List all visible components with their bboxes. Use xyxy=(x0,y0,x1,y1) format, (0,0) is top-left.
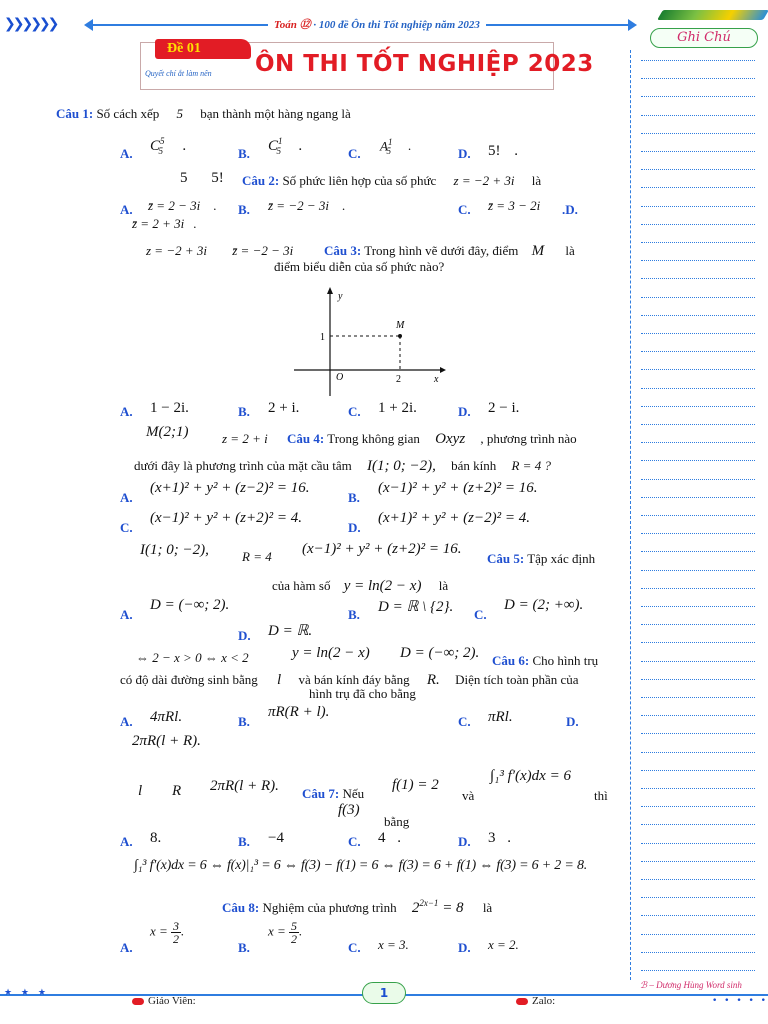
pill-icon xyxy=(516,998,528,1005)
q5-sol-ineq: ⇔ 2 − x > 0 ⇔ x < 2 xyxy=(136,650,249,665)
note-line xyxy=(641,970,755,971)
q8-option-d[interactable] xyxy=(458,940,471,956)
q2-option-a[interactable] xyxy=(120,202,133,218)
question-3 xyxy=(324,243,575,260)
q3-b-label: B. xyxy=(238,404,250,419)
q4-R: R = 4 ? xyxy=(511,458,551,473)
note-line xyxy=(641,843,755,844)
q4-center: I(1; 0; −2), xyxy=(366,458,436,474)
q5-sol-domain: D = (−∞; 2). xyxy=(400,645,480,661)
q4-bankinh: bán kính xyxy=(451,458,497,473)
question-1 xyxy=(56,106,351,122)
q4-label: Câu 4: xyxy=(287,431,325,446)
q4-d-label: D. xyxy=(348,520,361,535)
page-number: 1 xyxy=(362,982,406,1004)
q3-la: là xyxy=(565,243,575,258)
q2-b-value: z̄ = −2 − 3i . xyxy=(268,198,346,213)
note-line xyxy=(641,479,755,480)
note-line xyxy=(641,934,755,935)
q6-d-value: 2πR(l + R). xyxy=(132,733,201,749)
slogan: Quyết chí ắt làm nên xyxy=(145,69,212,78)
q1-text2: bạn thành một hàng ngang là xyxy=(200,106,351,121)
q1-label: Câu 1: xyxy=(56,106,94,121)
question-8 xyxy=(222,898,492,917)
q3-text: Trong hình vẽ dưới đây, điểm xyxy=(364,243,519,258)
q7-va: và xyxy=(462,788,475,803)
q1-option-b[interactable] xyxy=(238,146,250,162)
q8-b-den: 2 xyxy=(291,932,298,946)
q3-d-value: 2 − i. xyxy=(488,400,520,416)
q5-line2 xyxy=(272,578,448,595)
question-2 xyxy=(242,173,541,189)
q5-a-value: D = (−∞; 2). xyxy=(150,597,230,613)
note-line xyxy=(641,260,755,261)
q8-b-x: x = xyxy=(268,923,286,939)
q4-c-value: (x−1)² + y² + (z+2)² = 4. xyxy=(150,510,302,526)
q7-option-b[interactable] xyxy=(238,834,250,850)
q7-a-value: 8. xyxy=(150,830,162,846)
q2-option-d[interactable] xyxy=(562,202,578,218)
q2-z: z = −2 + 3i xyxy=(453,173,515,188)
q5-b-value: D = ℝ \ {2}. xyxy=(378,599,454,615)
q8-d-value: x = 2. xyxy=(488,937,519,952)
grade-label: ⑫ xyxy=(299,19,311,31)
note-line xyxy=(641,806,755,807)
q5-d-label: D. xyxy=(238,628,251,643)
q4-option-a[interactable] xyxy=(120,490,133,506)
q2-sol-zbar: z̄ = −2 − 3i xyxy=(232,243,294,258)
q2-a-value: z̄ = 2 − 3i . xyxy=(148,198,217,213)
note-line xyxy=(641,133,755,134)
q7-text: Nếu xyxy=(342,786,365,801)
q1-d-label: D. xyxy=(458,146,471,161)
q7-b-value: −4 xyxy=(268,830,284,846)
q7-c-label: C. xyxy=(348,834,361,849)
note-line xyxy=(641,315,755,316)
q1-n: 5 xyxy=(176,106,184,121)
q7-option-c[interactable] xyxy=(348,834,361,850)
q5-option-a[interactable] xyxy=(120,607,133,623)
note-line xyxy=(641,697,755,698)
q4-sol-eq: (x−1)² + y² + (z+2)² = 16. xyxy=(302,541,462,557)
note-line xyxy=(641,861,755,862)
q4-option-b[interactable] xyxy=(348,490,360,506)
q4-text2: , phương trình nào xyxy=(480,431,577,446)
teacher-label xyxy=(132,995,196,1007)
q6-option-d[interactable] xyxy=(566,714,579,730)
q6-d-label: D. xyxy=(566,714,579,729)
q6-c-value: πRl. xyxy=(488,709,513,725)
q4-text: Trong không gian xyxy=(327,431,420,446)
q2-b-text: z̄ = −2 − 3i xyxy=(268,198,329,213)
dots-icon: • • • • • xyxy=(712,996,768,1006)
q6-option-c[interactable] xyxy=(458,714,471,730)
graph-y-label: y xyxy=(338,291,343,302)
q2-a-label: A. xyxy=(120,202,133,217)
q3-label: Câu 3: xyxy=(324,243,362,258)
q3-option-c[interactable] xyxy=(348,404,361,420)
q5-sol-fn: y = ln(2 − x) xyxy=(292,645,370,661)
q5-fn: y = ln(2 − x) xyxy=(343,578,422,594)
q5-c-label: C. xyxy=(474,607,487,622)
note-line xyxy=(641,351,755,352)
note-line xyxy=(641,661,755,662)
q1-a-value: $C^5_5$ . xyxy=(150,136,187,156)
q1-text: Số cách xếp xyxy=(96,106,160,121)
q1-sol-n: 5 xyxy=(180,170,188,186)
q7-label: Câu 7: xyxy=(302,786,340,801)
q2-d-label: .D. xyxy=(562,202,578,217)
q4-option-c[interactable] xyxy=(120,520,133,536)
q3-b-value: 2 + i. xyxy=(268,400,300,416)
q7-f3: f(3) xyxy=(338,802,360,818)
q2-la: là xyxy=(531,173,542,188)
q8-d-label: D. xyxy=(458,940,471,955)
q7-integral: ∫₁³ f′(x)dx = 6 xyxy=(490,768,571,784)
graph-origin-label: O xyxy=(336,372,344,383)
q5-label: Câu 5: xyxy=(487,551,525,566)
q2-c-label: C. xyxy=(458,202,471,217)
q3-sol-point: M(2;1) xyxy=(146,424,189,440)
note-line xyxy=(641,460,755,461)
note-line xyxy=(641,78,755,79)
q5-option-d[interactable] xyxy=(238,628,251,644)
note-line xyxy=(641,588,755,589)
q8-base: 2 xyxy=(411,900,420,916)
q7-thi: thì xyxy=(594,788,608,803)
q6-label: Câu 6: xyxy=(492,653,530,668)
q2-solution xyxy=(146,243,293,259)
q6-line3: hình trụ đã cho bằng xyxy=(309,686,416,701)
exam-tag: Đề 01 xyxy=(155,39,251,59)
note-line xyxy=(641,515,755,516)
q5-d-value: D = ℝ. xyxy=(268,623,313,639)
note-line xyxy=(641,733,755,734)
q5-la: là xyxy=(438,578,449,593)
q6-sol-ans: 2πR(l + R). xyxy=(210,778,279,794)
q8-c-value: x = 3. xyxy=(378,937,409,952)
q1-option-a[interactable] xyxy=(120,146,133,162)
q7-c-text: 4 xyxy=(378,830,386,846)
q3-coordinate-graph xyxy=(290,284,450,400)
note-line xyxy=(641,679,755,680)
q6-c-label: C. xyxy=(458,714,471,729)
q4-option-d[interactable] xyxy=(348,520,361,536)
note-line xyxy=(641,424,755,425)
q8-label: Câu 8: xyxy=(222,900,260,915)
graph-tick-2: 2 xyxy=(396,374,401,385)
q1-option-c[interactable] xyxy=(348,146,361,162)
q4-d-value: (x+1)² + y² + (z−2)² = 4. xyxy=(378,510,530,526)
y-axis-arrow-icon xyxy=(327,287,333,294)
note-line xyxy=(641,624,755,625)
graph-M-label: M xyxy=(396,320,405,331)
point-M xyxy=(398,334,402,338)
stars-icon: ★ ★ ★ xyxy=(4,988,49,998)
q1-c-label: C. xyxy=(348,146,361,161)
q8-b-fraction xyxy=(289,920,299,945)
q8-a-label: A. xyxy=(120,940,133,955)
note-line xyxy=(641,96,755,97)
note-line xyxy=(641,897,755,898)
q2-b-label: B. xyxy=(238,202,250,217)
note-line xyxy=(641,297,755,298)
note-line xyxy=(641,915,755,916)
note-line xyxy=(641,606,755,607)
q3-option-b[interactable] xyxy=(238,404,250,420)
q1-c-value: $A^1_5$ . xyxy=(380,137,412,156)
q1-a-label: A. xyxy=(120,146,133,161)
zalo-label xyxy=(516,995,555,1007)
q8-b-value: x = $\frac{5}{2}$ . xyxy=(268,919,303,946)
q2-label: Câu 2: xyxy=(242,173,280,188)
q8-text: Nghiệm của phương trình xyxy=(262,900,397,915)
note-line xyxy=(641,333,755,334)
q6-b-value: πR(R + l). xyxy=(268,704,330,720)
q6-R: R. xyxy=(426,672,440,688)
q8-option-c[interactable] xyxy=(348,940,361,956)
q8-rhs: = 8 xyxy=(442,900,464,916)
q8-c-label: C. xyxy=(348,940,361,955)
q5-b-label: B. xyxy=(348,607,360,622)
q6-option-b[interactable] xyxy=(238,714,250,730)
q8-option-a[interactable] xyxy=(120,940,133,956)
pill-icon xyxy=(132,998,144,1005)
q2-sol-z: z = −2 + 3i xyxy=(146,243,207,258)
q1-option-d[interactable] xyxy=(458,146,471,162)
note-line xyxy=(641,406,755,407)
note-line xyxy=(641,206,755,207)
q8-a-num: 3 xyxy=(173,919,180,933)
question-7 xyxy=(302,786,364,802)
q2-option-c[interactable] xyxy=(458,202,471,218)
q1-sol-fact: 5! xyxy=(211,170,224,186)
q3-M: M xyxy=(531,243,545,259)
notes-badge-label: Ghi Chú xyxy=(677,30,731,45)
q3-option-d[interactable] xyxy=(458,404,471,420)
q7-b-label: B. xyxy=(238,834,250,849)
notes-column xyxy=(630,50,760,980)
decor-stripe xyxy=(657,10,768,20)
q6-sol-R: R xyxy=(172,783,182,799)
q8-exp: 2x−1 xyxy=(419,898,439,908)
q6-l: l xyxy=(277,672,282,688)
q7-d-label: D. xyxy=(458,834,471,849)
q8-a-value: x = $\frac{3}{2}$ . xyxy=(150,919,185,946)
q7-a-label: A. xyxy=(120,834,133,849)
series-label: · 100 đề Ôn thi Tốt nghiệp năm 2023 xyxy=(313,19,480,31)
q1-b-label: B. xyxy=(238,146,250,161)
q7-option-d[interactable] xyxy=(458,834,471,850)
q4-line2 xyxy=(134,458,551,475)
q5-a-label: A. xyxy=(120,607,133,622)
q2-option-b[interactable] xyxy=(238,202,250,218)
q7-solution: ∫₁³ f′(x)dx = 6 ⇔ f(x)|₁³ = 6 ⇔ f(3) − f(1) = 6 ⇔ f(3) = 6 + f(1) ⇔ f(3) = 6 + 2 = 8. xyxy=(134,858,588,873)
q2-c-value xyxy=(488,198,540,214)
graph-tick-1: 1 xyxy=(320,332,325,343)
notes-badge xyxy=(650,28,758,48)
q6-a-label: A. xyxy=(120,714,133,729)
q4-c-label: C. xyxy=(120,520,133,535)
x-axis-arrow-icon xyxy=(440,367,446,373)
q4-b-label: B. xyxy=(348,490,360,505)
q7-d-value: 3 . xyxy=(488,830,511,846)
q8-equation xyxy=(412,900,464,916)
q2-d-value: z̄ = 2 + 3i . xyxy=(132,216,197,231)
chevrons-icon: ❯❯❯❯❯❯ xyxy=(4,16,57,32)
q8-la: là xyxy=(482,900,493,915)
note-line xyxy=(641,187,755,188)
note-line xyxy=(641,824,755,825)
q5-option-c[interactable] xyxy=(474,607,487,623)
note-line xyxy=(641,278,755,279)
q6-line2c: Diện tích toàn phần của xyxy=(455,672,579,687)
zalo-text: Zalo: xyxy=(532,995,556,1007)
note-line xyxy=(641,369,755,370)
note-line xyxy=(641,551,755,552)
q3-a-label: A. xyxy=(120,404,133,419)
q3-c-label: C. xyxy=(348,404,361,419)
q4-sol-R: R = 4 xyxy=(242,549,272,564)
subject-label: Toán xyxy=(274,19,297,31)
note-line xyxy=(641,242,755,243)
q5-option-b[interactable] xyxy=(348,607,360,623)
q8-b-num: 5 xyxy=(291,919,298,933)
q3-c-value: 1 + 2i. xyxy=(378,400,417,416)
note-line xyxy=(641,224,755,225)
q5-c-value: D = (2; +∞). xyxy=(504,597,584,613)
q1-d-text: 5! xyxy=(488,143,501,159)
q1-d-value: 5! . xyxy=(488,143,518,159)
note-line xyxy=(641,388,755,389)
question-6 xyxy=(492,653,598,669)
q8-a-den: 2 xyxy=(173,932,180,946)
q7-option-a[interactable] xyxy=(120,834,133,850)
q3-option-a[interactable] xyxy=(120,404,133,420)
q8-a-x: x = xyxy=(150,923,168,939)
note-line xyxy=(641,442,755,443)
note-line xyxy=(641,497,755,498)
q7-c-value: 4 . xyxy=(378,830,401,846)
q3-sol-z: z = 2 + i xyxy=(222,431,268,446)
q4-b-value: (x−1)² + y² + (z+2)² = 16. xyxy=(378,480,538,496)
q4-oxyz: Oxyz xyxy=(435,431,466,447)
q3-a-value: 1 − 2i. xyxy=(150,400,189,416)
q4-a-value: (x+1)² + y² + (z−2)² = 16. xyxy=(150,480,310,496)
note-line xyxy=(641,115,755,116)
question-5 xyxy=(487,551,595,567)
q2-a-text: z̄ = 2 − 3i xyxy=(148,198,201,213)
note-line xyxy=(641,533,755,534)
note-line xyxy=(641,570,755,571)
q5-text: Tập xác định xyxy=(527,551,596,566)
q4-a-label: A. xyxy=(120,490,133,505)
graph-x-label: x xyxy=(434,374,439,385)
q2-c-text: z̄ = 3 − 2i xyxy=(488,198,541,213)
q7-f1: f(1) = 2 xyxy=(392,777,439,793)
teacher-text: Giáo Viên: xyxy=(148,995,196,1007)
note-line xyxy=(641,788,755,789)
note-line xyxy=(641,952,755,953)
note-line xyxy=(641,642,755,643)
note-line xyxy=(641,715,755,716)
q3-text2: điểm biểu diễn của số phức nào? xyxy=(274,259,445,274)
q8-option-b[interactable] xyxy=(238,940,250,956)
author-signature: ℬ – Dương Hùng Word sinh xyxy=(640,980,742,990)
q3-d-label: D. xyxy=(458,404,471,419)
q7-bang: bằng xyxy=(384,814,410,829)
banner-title: ÔN THI TỐT NGHIỆP 2023 xyxy=(255,51,594,77)
q7-d-text: 3 xyxy=(488,830,496,846)
q6-sol-l: l xyxy=(138,783,143,799)
q6-line2a: có độ dài đường sinh bằng xyxy=(120,672,258,687)
note-line xyxy=(641,879,755,880)
q1-solution xyxy=(180,170,224,187)
q6-text: Cho hình trụ xyxy=(532,653,599,668)
question-4 xyxy=(287,431,577,448)
note-line xyxy=(641,752,755,753)
q6-line2b: và bán kính đáy bằng xyxy=(298,672,410,687)
q6-b-label: B. xyxy=(238,714,250,729)
q2-text: Số phức liên hợp của số phức xyxy=(282,173,437,188)
note-line xyxy=(641,60,755,61)
q4-line2-text: dưới đây là phương trình của mặt cầu tâm xyxy=(134,458,352,473)
q8-b-label: B. xyxy=(238,940,250,955)
note-line xyxy=(641,770,755,771)
q1-b-value: $C^1_5$ . xyxy=(268,136,303,156)
q6-option-a[interactable] xyxy=(120,714,133,730)
q2-d-text: z̄ = 2 + 3i xyxy=(132,216,185,231)
q4-sol-center: I(1; 0; −2), xyxy=(140,542,209,558)
note-line xyxy=(641,169,755,170)
q5-line2-text: của hàm số xyxy=(272,578,331,593)
note-line xyxy=(641,151,755,152)
q8-a-fraction xyxy=(171,920,181,945)
q6-a-value: 4πRl. xyxy=(150,709,183,725)
